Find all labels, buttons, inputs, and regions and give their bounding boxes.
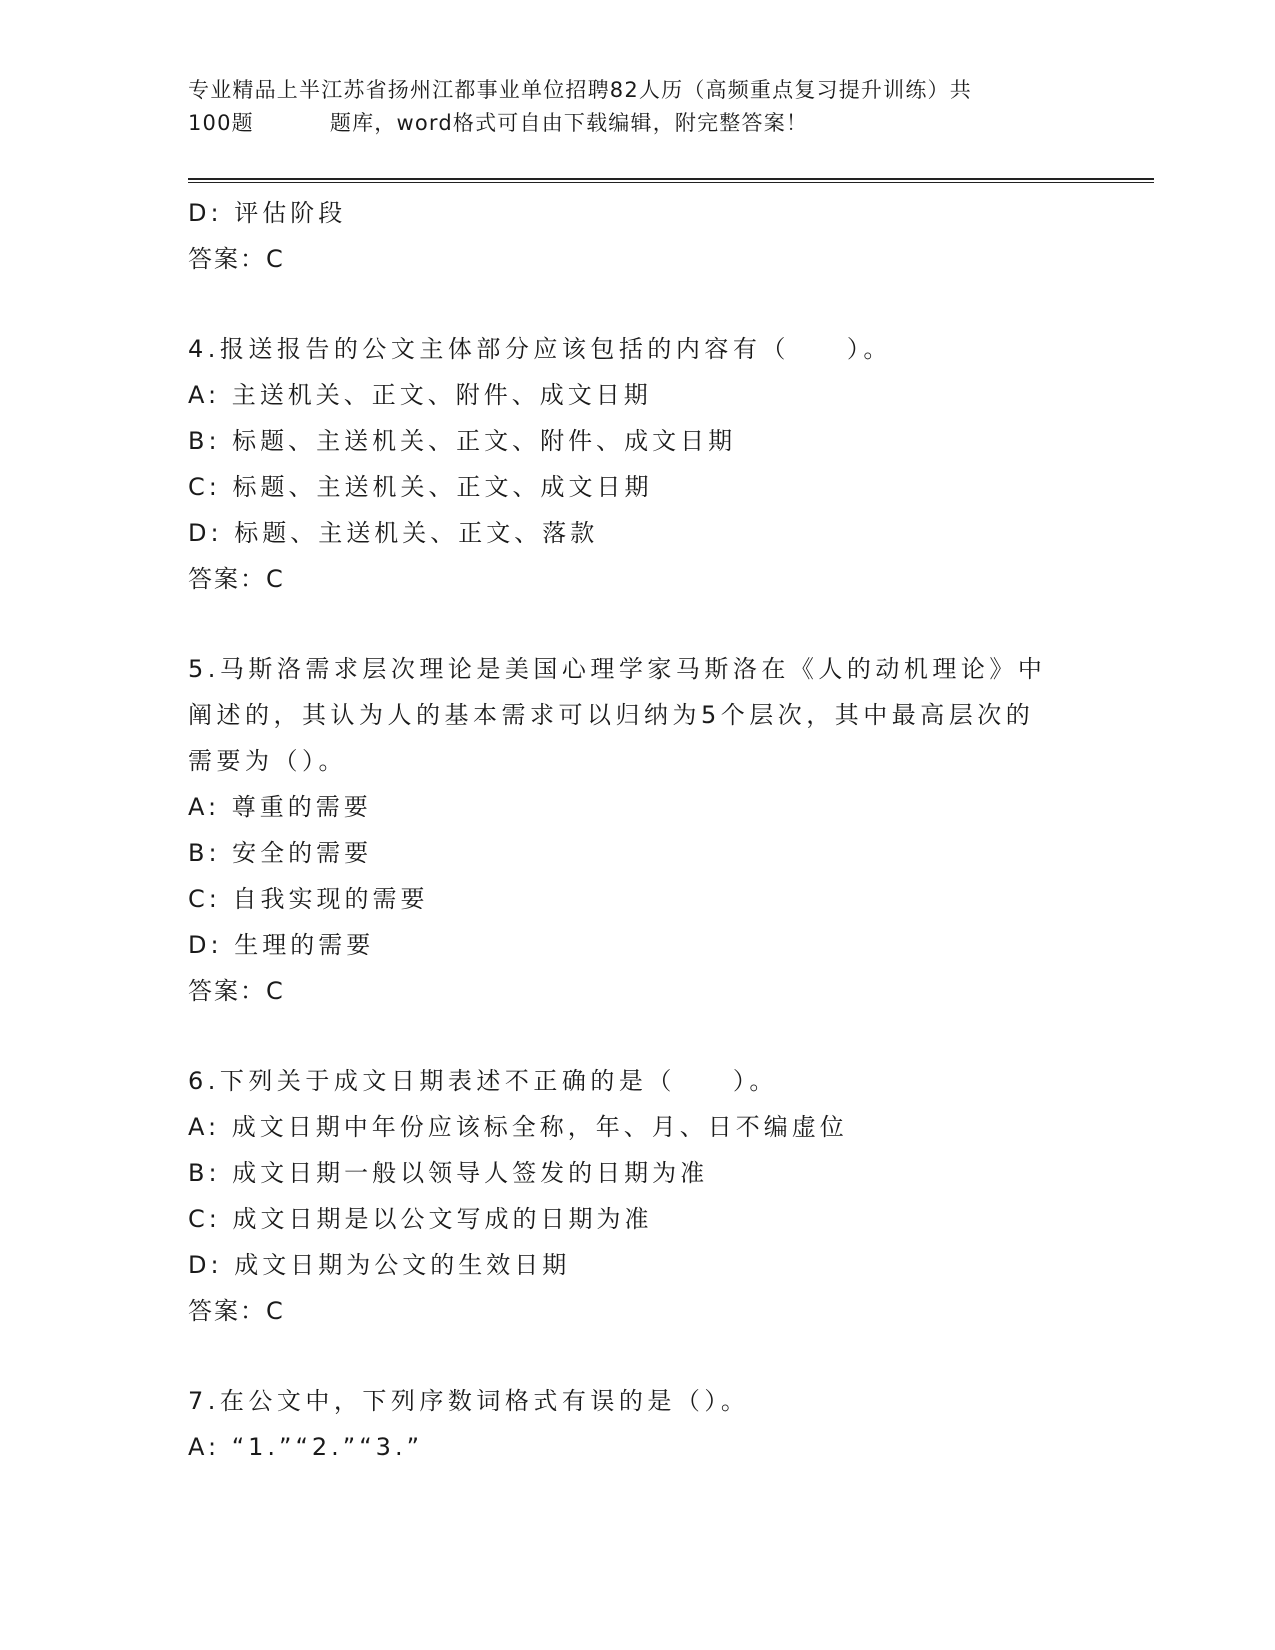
question-text-line: 阐述的，其认为人的基本需求可以归纳为5个层次，其中最高层次的 bbox=[188, 701, 1035, 729]
question-text: 7.在公文中，下列序数词格式有误的是（）。 bbox=[188, 1387, 750, 1415]
question-text: 4.报送报告的公文主体部分应该包括的内容有（ ）。 bbox=[188, 335, 892, 363]
option-d: D: 成文日期为公文的生效日期 bbox=[188, 1251, 571, 1279]
option-b: B: 成文日期一般以领导人签发的日期为准 bbox=[188, 1159, 709, 1187]
page-header bbox=[188, 74, 1088, 140]
header-line-1: 专业精品上半江苏省扬州江都事业单位招聘82人历（高频重点复习提升训练）共 bbox=[188, 78, 972, 102]
previous-question-tail bbox=[188, 190, 1088, 282]
question-text: 6.下列关于成文日期表述不正确的是（ ）。 bbox=[188, 1067, 778, 1095]
header-description: 题库，word格式可自由下载编辑，附完整答案！ bbox=[329, 111, 809, 135]
option-b: B: 安全的需要 bbox=[188, 839, 373, 867]
option-d: D: 评估阶段 bbox=[188, 199, 347, 227]
option-b: B: 标题、主送机关、正文、附件、成文日期 bbox=[188, 427, 737, 455]
option-a: A: 尊重的需要 bbox=[188, 793, 372, 821]
header-question-count: 100题 bbox=[188, 111, 254, 135]
option-d: D: 标题、主送机关、正文、落款 bbox=[188, 519, 599, 547]
option-a: A: 主送机关、正文、附件、成文日期 bbox=[188, 381, 652, 409]
option-d: D: 生理的需要 bbox=[188, 931, 375, 959]
question-5 bbox=[188, 646, 1088, 1014]
option-c: C: 标题、主送机关、正文、成文日期 bbox=[188, 473, 653, 501]
question-text-line: 5.马斯洛需求层次理论是美国心理学家马斯洛在《人的动机理论》中 bbox=[188, 655, 1047, 683]
answer: 答案：C bbox=[188, 245, 285, 273]
answer: 答案：C bbox=[188, 565, 285, 593]
answer: 答案：C bbox=[188, 1297, 285, 1325]
option-a: A: 成文日期中年份应该标全称，年、月、日不编虚位 bbox=[188, 1113, 848, 1141]
option-c: C: 成文日期是以公文写成的日期为准 bbox=[188, 1205, 653, 1233]
question-4 bbox=[188, 326, 1088, 602]
header-line-2 bbox=[188, 107, 1088, 140]
question-7 bbox=[188, 1378, 1088, 1470]
header-double-rule bbox=[188, 178, 1154, 183]
question-text-line: 需要为（）。 bbox=[188, 747, 347, 775]
document-body bbox=[188, 190, 1088, 1470]
option-a: A: “1.”“2.”“3.” bbox=[188, 1433, 424, 1461]
answer: 答案：C bbox=[188, 977, 285, 1005]
option-c: C: 自我实现的需要 bbox=[188, 885, 429, 913]
question-6 bbox=[188, 1058, 1088, 1334]
